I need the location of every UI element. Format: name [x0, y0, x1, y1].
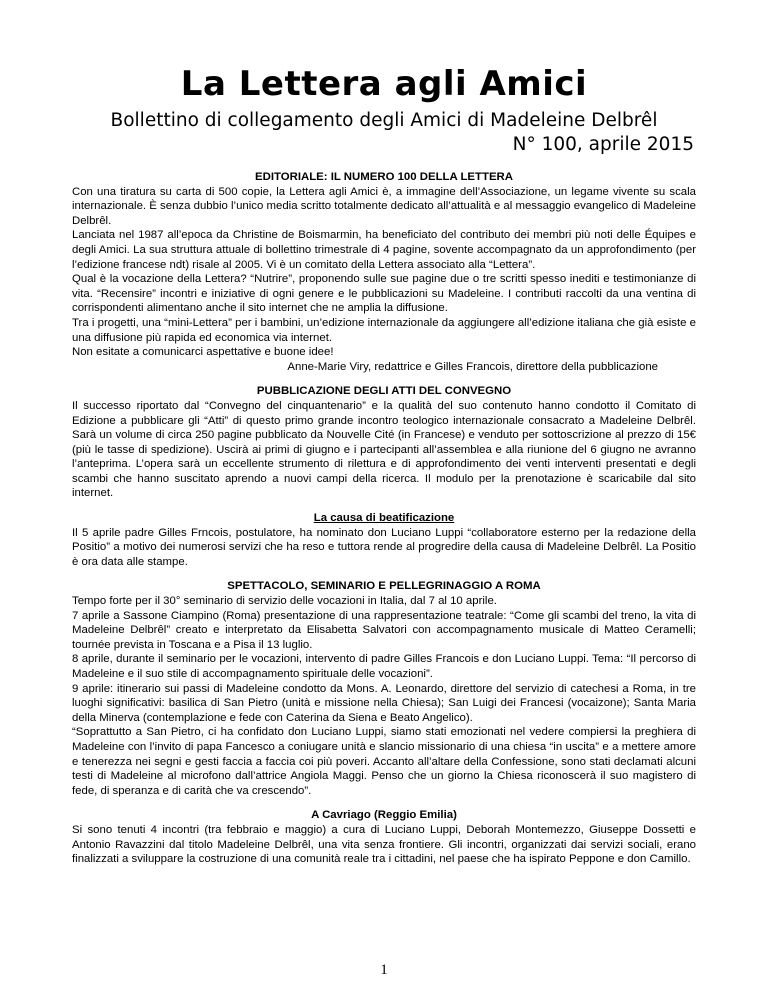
paragraph: 9 aprile: itinerario sui passi di Madeleine condotto da Mons. A. Leonardo, direttore del servizio di catechesi a Roma, in tre luoghi significativi: basilica di San Pietro (unità e missione nella Chiesa); San Luigi dei Francesi (vocaizone); Santa Maria della Minerva (contemplazione e fede con Caterina da Siena e Beato Angelico). [72, 682, 696, 724]
paragraph: Il successo riportato dal “Convegno del cinquantenario” e la qualità del suo contenuto hanno condotto il Comitato di Edizione a pubblicare gli “Atti” di questo primo grande incontro teologico internazionale consacrato a Madeleine Delbrêl. Sarà un volume di circa 250 pagine pubblicato da Nouvelle Cité (in Francese) e venduto per sottoscrizione al prezzo di 15€ (più le tasse di spedizione). Uscirà ai primi di giugno e i partecipanti all’assemblea e alla riunione del 6 giugno ne avranno l’anteprima. L’opera sarà un eccellente strumento di rilettura e di approfondimento dei venti interventi presentati e degli scambi che hanno suscitato aprendo a nuovi campi della ricerca. Il modulo per la prenotazione è scaricabile dal sito internet. [72, 399, 696, 500]
document-page [72, 64, 696, 867]
section-spettacolo [72, 579, 696, 798]
section-pubblicazione [72, 384, 696, 501]
paragraph: Qual è la vocazione della Lettera? “Nutrire”, proponendo sulle sue pagine due o tre scritti spesso inediti e testimonianze di vita. “Recensire” incontri e iniziative di ogni genere e le pubblicazioni su Madeleine. I contributi raccolti da una ventina di corrispondenti alimentano anche il sito internet che ne amplia la diffusione. [72, 273, 696, 315]
page-number: 1 [380, 962, 388, 978]
paragraph: “Soprattutto a San Pietro, ci ha confidato don Luciano Luppi, siamo stati emozionati nel vedere compiersi la preghiera di Madeleine con l’invito di papa Fancesco a coniugare unità e slancio missionario di una chiesa “in uscita” e a mettere amore e tenerezza nei segni e gesti faccia a faccia coi più poveri. Accanto all’altare della Confessione, sono stati declamati alcuni testi di Madeleine al microfono dall’attrice Angiola Maggi. Penso che un giorno la Chiesa riconoscerà il suo magistero di fede, di speranza e di carità che va crescendo”. [72, 726, 696, 797]
paragraph: Lanciata nel 1987 all’epoca da Christine de Boismarmin, ha beneficiato del contributo dei membri più noti delle Équipes e degli Amici. La sua struttura attuale di bollettino trimestrale di 4 pagine, sovente accompagnato da un approfondimento (per l’edizione francese ndt) risale al 2005. Vi è un comitato della Lettera associato alla “Lettera”. [72, 229, 696, 271]
section-title: PUBBLICAZIONE DEGLI ATTI DEL CONVEGNO [256, 385, 512, 398]
paragraph: Non esitate a comunicarci aspettative e buone idee! [72, 346, 334, 359]
paragraph: 7 aprile a Sassone Ciampino (Roma) presentazione di una rappresentazione teatrale: “Come gli scambi del treno, la vita di Madeleine Delbrêl” creato e interpretato da Elisabetta Salvatori con accompagnamento musicale di Matteo Ceramelli; tournée prevista in Toscana e a Pisa il 13 luglio. [72, 609, 696, 651]
paragraph: Tra i progetti, una “mini-Lettera” per i bambini, un’edizione internazionale da aggiungere all’edizione italiana che già esiste e una diffusione più rapida ed economica via internet. [72, 316, 696, 344]
paragraph: Con una tiratura su carta di 500 copie, la Lettera agli Amici è, a immagine dell’Associazione, un legame vivente su scala internazionale. È senza dubbio l’unico media scritto totalmente dedicato all’attualità e al messaggio evangelico di Madeleine Delbrêl. [72, 185, 696, 227]
section-title: La causa di beatificazione [313, 512, 455, 525]
paragraph: 8 aprile, durante il seminario per le vocazioni, intervento di padre Gilles Francois e don Luciano Luppi. Tema: “Il percorso di Madeleine e il suo stile di accompagnamento spirituale delle vocazioni”. [72, 653, 696, 680]
newsletter-subtitle: Bollettino di collegamento degli Amici di Madeleine Delbrêl [110, 110, 658, 131]
section-title: EDITORIALE: IL NUMERO 100 DELLA LETTERA [255, 171, 513, 183]
section-beatificazione [72, 511, 696, 569]
section-cavriago [72, 808, 696, 866]
newsletter-title: La Lettera agli Amici [180, 64, 588, 104]
signature: Anne-Marie Viry, redattrice e Gilles Francois, direttore della pubblicazione [287, 360, 658, 373]
section-title: SPETTACOLO, SEMINARIO E PELLEGRINAGGIO A ROMA [227, 580, 541, 593]
issue-number: N° 100, aprile 2015 [512, 134, 694, 155]
paragraph: Si sono tenuti 4 incontri (tra febbraio e maggio) a cura di Luciano Luppi, Deborah Montemezzo, Giuseppe Dossetti e Antonio Ravazzini dal titolo Madeleine Delbrêl, una vita senza frontiere. Gli incontri, organizzati dai servizi sociali, erano finalizzati a sviluppare la costruzione di una comunità reale tra i cittadini, nel paese che ha ispirato Peppone e don Camillo. [72, 823, 696, 866]
section-editoriale [72, 170, 696, 374]
paragraph: Il 5 aprile padre Gilles Frncois, postulatore, ha nominato don Luciano Luppi “collaboratore esterno per la redazione della Positio” a motivo dei numerosi servizi che ha reso e tuttora rende al progredire della causa di Madeleine Delbrêl. La Positio è ora data alle stampe. [72, 526, 696, 568]
section-title: A Cavriago (Reggio Emilia) [311, 809, 457, 822]
paragraph: Tempo forte per il 30° seminario di servizio delle vocazioni in Italia, dal 7 al 10 aprile. [72, 595, 497, 608]
